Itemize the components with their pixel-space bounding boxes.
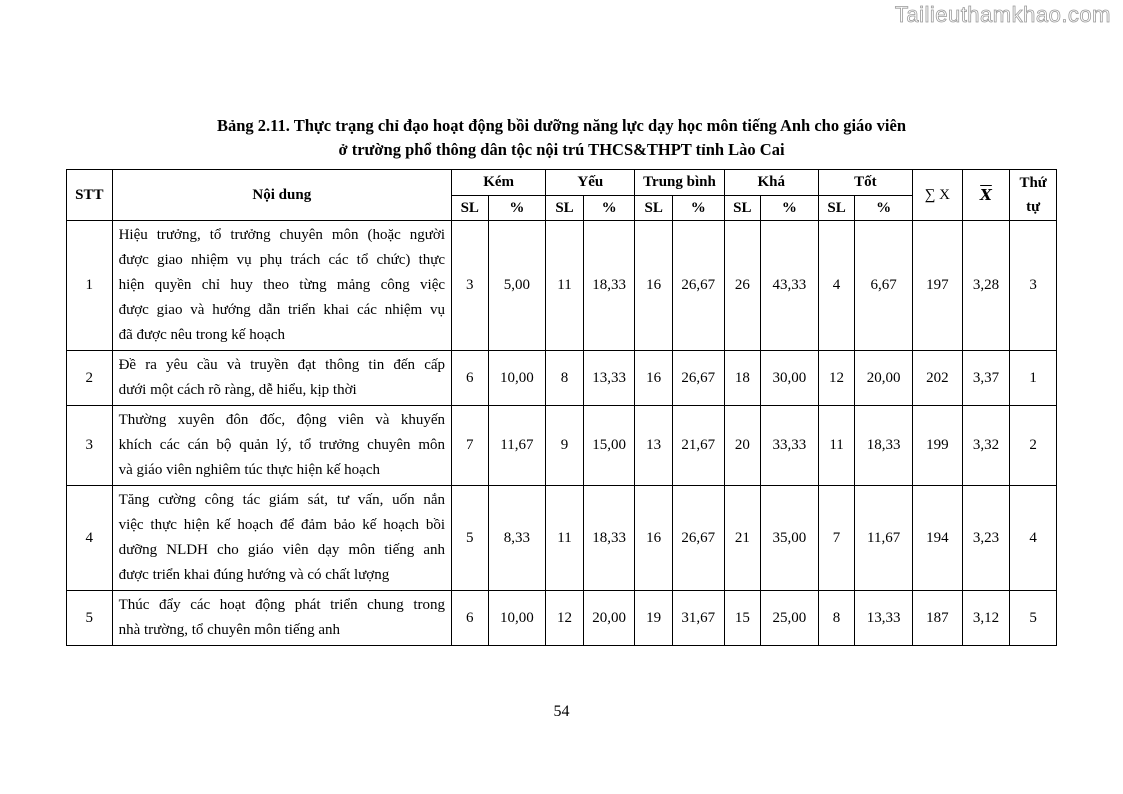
row-stt: 4 — [67, 486, 113, 591]
table-body — [67, 221, 1057, 646]
cell-percent: 13,33 — [855, 591, 913, 646]
header-group-tot: Tốt — [818, 170, 912, 196]
cell-rank: 2 — [1010, 406, 1057, 486]
subheader-sl-kha: SL — [724, 196, 760, 221]
cell-sl: 6 — [452, 351, 488, 406]
row-content-line: dưỡng NLDH cho giáo viên dạy môn tiếng anh — [118, 542, 446, 558]
cell-percent: 13,33 — [583, 351, 635, 406]
page-number: 54 — [553, 703, 570, 720]
table-row — [67, 591, 1057, 646]
cell-percent: 10,00 — [488, 591, 546, 646]
row-content — [112, 486, 451, 591]
row-content-line: Thúc đẩy các hoạt động phát triển chung trong — [118, 597, 446, 613]
cell-mean: 3,37 — [962, 351, 1010, 406]
cell-sl: 11 — [818, 406, 854, 486]
cell-sl: 7 — [818, 486, 854, 591]
cell-sl: 4 — [818, 221, 854, 351]
cell-rank: 3 — [1010, 221, 1057, 351]
cell-sl: 13 — [635, 406, 672, 486]
row-content — [112, 221, 451, 351]
subheader-pct-trung-binh: % — [672, 196, 724, 221]
cell-percent: 25,00 — [761, 591, 819, 646]
row-stt: 5 — [67, 591, 113, 646]
table-row — [67, 351, 1057, 406]
row-content-line: dưới một cách rõ ràng, dễ hiểu, kịp thời — [118, 382, 357, 398]
cell-percent: 6,67 — [855, 221, 913, 351]
header-rank-line-1: Thứ — [1019, 175, 1047, 191]
cell-percent: 21,67 — [672, 406, 724, 486]
table-row — [67, 486, 1057, 591]
cell-percent: 26,67 — [672, 221, 724, 351]
row-content — [112, 591, 451, 646]
cell-rank: 4 — [1010, 486, 1057, 591]
cell-sl: 19 — [635, 591, 672, 646]
mean-symbol: $\overline{X}$ — [980, 185, 992, 204]
row-content-line: được giao và hướng dẫn triển khai các nhiệm vụ — [118, 302, 446, 318]
row-content-line: việc thực hiện kế hoạch để đảm bảo kế hoạch bồi — [118, 517, 446, 533]
caption-line-2: ở trường phổ thông dân tộc nội trú THCS&THPT tỉnh Lào Cai — [338, 140, 785, 159]
cell-sum: 197 — [913, 221, 963, 351]
row-content-line: và giáo viên nghiêm túc thực hiện kế hoạch — [118, 462, 380, 478]
subheader-pct-kha: % — [761, 196, 819, 221]
row-content — [112, 351, 451, 406]
subheader-sl-yeu: SL — [546, 196, 583, 221]
cell-percent: 18,33 — [583, 486, 635, 591]
row-content-line: được giao nhiệm vụ phụ trách các tổ chức) thực — [118, 252, 446, 268]
header-sum: ∑ X — [913, 170, 963, 221]
cell-sl: 5 — [452, 486, 488, 591]
cell-percent: 35,00 — [761, 486, 819, 591]
cell-percent: 8,33 — [488, 486, 546, 591]
cell-sl: 15 — [724, 591, 760, 646]
caption-line-1: Bảng 2.11. Thực trạng chỉ đạo hoạt động bồi dưỡng năng lực dạy học môn tiếng Anh cho giáo viên — [216, 116, 907, 135]
table-caption — [0, 114, 1123, 162]
row-stt: 2 — [67, 351, 113, 406]
cell-sl: 16 — [635, 221, 672, 351]
cell-percent: 31,67 — [672, 591, 724, 646]
row-content-line: Hiệu trưởng, tổ trưởng chuyên môn (hoặc người — [118, 227, 446, 243]
row-stt: 3 — [67, 406, 113, 486]
row-content-line: Đề ra yêu cầu và truyền đạt thông tin đến cấp — [118, 357, 446, 373]
cell-percent: 20,00 — [855, 351, 913, 406]
cell-sl: 16 — [635, 486, 672, 591]
cell-sum: 194 — [913, 486, 963, 591]
header-rank-line-2: tự — [1026, 199, 1041, 215]
cell-sl: 6 — [452, 591, 488, 646]
table-row — [67, 406, 1057, 486]
cell-sl: 3 — [452, 221, 488, 351]
cell-sum: 202 — [913, 351, 963, 406]
subheader-sl-tot: SL — [818, 196, 854, 221]
table-row — [67, 221, 1057, 351]
cell-sum: 199 — [913, 406, 963, 486]
cell-percent: 11,67 — [855, 486, 913, 591]
cell-percent: 5,00 — [488, 221, 546, 351]
subheader-pct-kem: % — [488, 196, 546, 221]
row-content-line: khích các cán bộ quản lý, tổ trưởng chuyên môn — [118, 437, 446, 453]
cell-percent: 33,33 — [761, 406, 819, 486]
cell-sl: 18 — [724, 351, 760, 406]
cell-sl: 7 — [452, 406, 488, 486]
cell-percent: 10,00 — [488, 351, 546, 406]
cell-rank: 5 — [1010, 591, 1057, 646]
header-group-trung-binh: Trung bình — [635, 170, 724, 196]
watermark-text: Tailieuthamkhao.com — [894, 2, 1111, 27]
header-group-kem: Kém — [452, 170, 546, 196]
cell-percent: 26,67 — [672, 351, 724, 406]
header-stt: STT — [67, 170, 113, 221]
row-content-line: Tăng cường công tác giám sát, tư vấn, uốn nắn — [118, 492, 446, 508]
row-content-line: đã được nêu trong kế hoạch — [118, 327, 286, 343]
header-rank — [1010, 170, 1057, 221]
header-group-kha: Khá — [724, 170, 818, 196]
cell-sl: 8 — [546, 351, 583, 406]
cell-mean: 3,32 — [962, 406, 1010, 486]
cell-mean: 3,23 — [962, 486, 1010, 591]
cell-sl: 11 — [546, 486, 583, 591]
row-content — [112, 406, 451, 486]
cell-sl: 12 — [818, 351, 854, 406]
cell-percent: 26,67 — [672, 486, 724, 591]
cell-mean: 3,28 — [962, 221, 1010, 351]
cell-percent: 20,00 — [583, 591, 635, 646]
cell-sl: 11 — [546, 221, 583, 351]
subheader-sl-trung-binh: SL — [635, 196, 672, 221]
cell-sl: 20 — [724, 406, 760, 486]
header-group-yeu: Yếu — [546, 170, 635, 196]
row-content-line: Thường xuyên đôn đốc, động viên và khuyến — [118, 412, 446, 428]
row-stt: 1 — [67, 221, 113, 351]
cell-sl: 16 — [635, 351, 672, 406]
cell-percent: 15,00 — [583, 406, 635, 486]
row-content-line: hiện quyền chỉ huy theo từng mảng công việc — [118, 277, 446, 293]
cell-percent: 30,00 — [761, 351, 819, 406]
survey-table — [66, 169, 1057, 646]
cell-rank: 1 — [1010, 351, 1057, 406]
cell-percent: 18,33 — [583, 221, 635, 351]
subheader-pct-tot: % — [855, 196, 913, 221]
cell-percent: 18,33 — [855, 406, 913, 486]
row-content-line: được triển khai đúng hướng và có chất lượng — [118, 567, 390, 583]
cell-percent: 11,67 — [488, 406, 546, 486]
cell-percent: 43,33 — [761, 221, 819, 351]
cell-mean: 3,12 — [962, 591, 1010, 646]
cell-sl: 26 — [724, 221, 760, 351]
cell-sl: 9 — [546, 406, 583, 486]
row-content-line: nhà trường, tổ chuyên môn tiếng anh — [118, 622, 341, 638]
cell-sum: 187 — [913, 591, 963, 646]
subheader-sl-kem: SL — [452, 196, 488, 221]
cell-sl: 12 — [546, 591, 583, 646]
subheader-pct-yeu: % — [583, 196, 635, 221]
cell-sl: 8 — [818, 591, 854, 646]
header-mean — [962, 170, 1010, 221]
header-content: Nội dung — [112, 170, 451, 221]
cell-sl: 21 — [724, 486, 760, 591]
